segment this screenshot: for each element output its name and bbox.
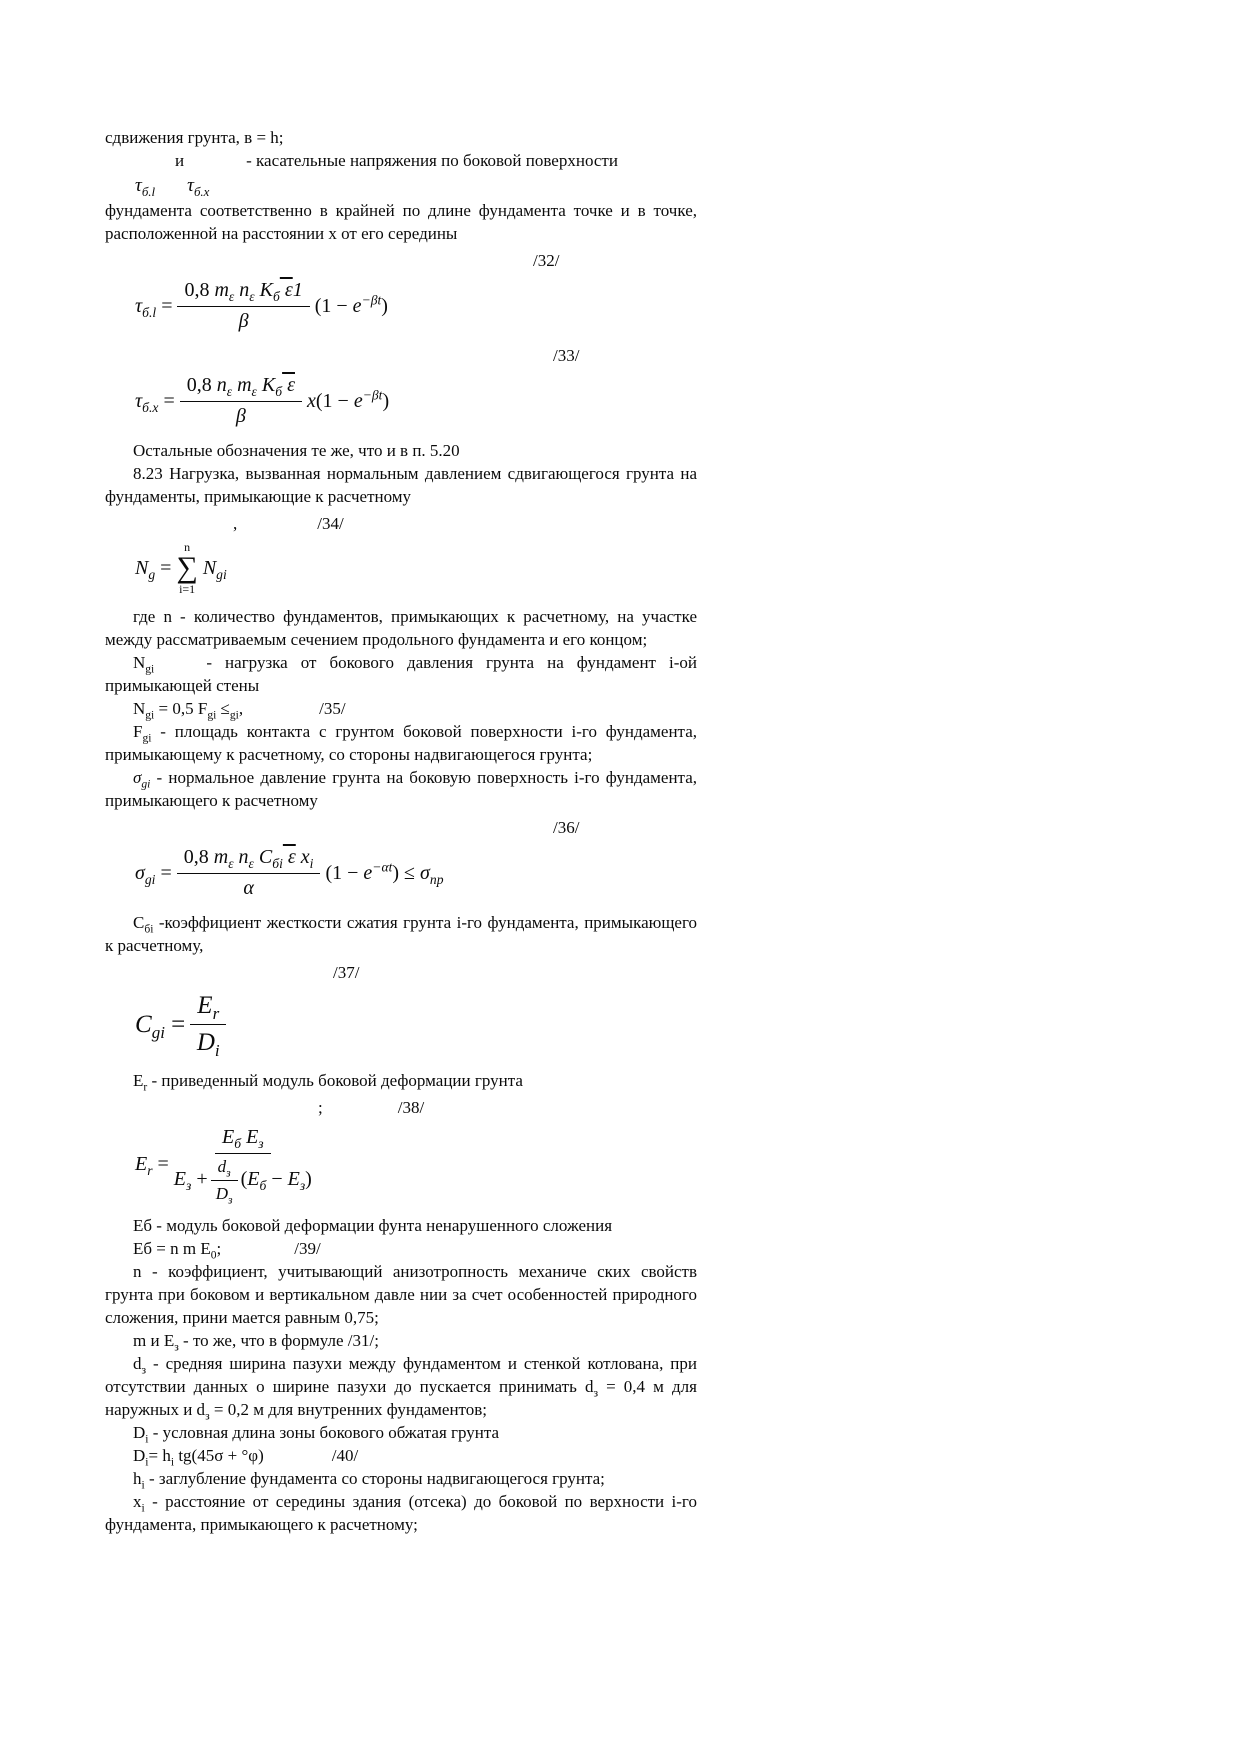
paragraph: $E_r$ - приведенный модуль боковой деформации грунта xyxy=(133,1070,523,1093)
tau-definition-line xyxy=(105,149,697,172)
formula-lhs: $E_r$ = xyxy=(135,1152,169,1178)
tau-definition-text: - касательные напряжения по боковой поверхности xyxy=(246,151,618,170)
fraction-numerator: 0,8 $m_\varepsilon$ $n_\varepsilon$ $C_{бi}$ ε $x_i$ xyxy=(177,845,321,874)
fraction-denominator: β xyxy=(238,310,249,332)
formula-label-40: /40/ xyxy=(331,1446,359,1465)
paragraph: где n - количество фундаментов, примыкающих к расчетному, на участке между рассматриваемым сечением продольного фундамента и его концом; xyxy=(105,607,697,649)
formula-38 xyxy=(105,1125,697,1205)
formula-rhs: $N_{gi}$ xyxy=(202,556,227,582)
punctuation: , xyxy=(233,514,238,533)
paragraph: $h_i$ - заглубление фундамента со стороны надвигающегося грунта; xyxy=(133,1469,605,1492)
tau-bl-symbol: $\tau_{б.l}$ xyxy=(135,175,156,199)
formula-label-34: /34/ xyxy=(317,514,344,533)
paragraph: $\sigma_{gi}$ - нормальное давление грунта на боковую поверхность i-го фундамента, примыкающего к расчетному xyxy=(105,768,697,810)
paragraph: $d_з$ - средняя ширина пазухи между фундаментом и стенкой котлована, при отсутствии данных о ширине пазухи до пускается принимать $d_з = 0,4$ м для наружных и $d_з = 0,2$ м для внутренних фундаментов; xyxy=(105,1354,697,1423)
formula-34 xyxy=(105,541,697,595)
formula-32 xyxy=(105,278,697,334)
formula-37 xyxy=(105,990,697,1059)
formula-34-label-line xyxy=(105,512,697,535)
paragraph-continuation: сдвижения грунта, в = h; xyxy=(105,128,284,147)
fraction-numerator: $E_б$ $E_з$ xyxy=(215,1125,271,1154)
paragraph: фундамента соответственно в крайней по длине фундамента точке и в точке, расположенной на расстоянии x от его середины xyxy=(105,201,697,243)
formula-lhs: $\tau_{б.x}$ = xyxy=(135,389,175,415)
tau-symbols-line xyxy=(105,172,697,199)
inner-fraction xyxy=(211,1156,238,1205)
paragraph: Остальные обозначения те же, что и в п. 5.20 xyxy=(133,441,460,460)
paragraph-8-23: 8.23 Нагрузка, вызванная нормальным давлением сдвигающегося грунта на фундаменты, примыкающие к расчетному xyxy=(105,464,697,506)
paragraph: $F_{gi}$ - площадь контакта с грунтом боковой поверхности i-го фундамента, примыкающему к расчетному, со стороны надвигающегося грунта; xyxy=(105,722,697,764)
sum-lower-limit: i=1 xyxy=(179,582,196,596)
inner-denominator: $D_з$ xyxy=(215,1183,233,1207)
fraction xyxy=(177,278,309,334)
inner-numerator: $d_з$ xyxy=(211,1156,238,1181)
formula-35: $N_{gi} = 0,5$ $F_{gi} \le_{gi}$, xyxy=(133,699,244,722)
formula-label-32: /32/ xyxy=(533,251,560,270)
formula-label-39: /39/ xyxy=(294,1239,321,1258)
fraction-numerator: 0,8 $m_\varepsilon$ $n_\varepsilon$ $K_б$ ε1 xyxy=(177,278,309,307)
fraction-denominator: β xyxy=(235,405,246,427)
formula-label-35: /35/ xyxy=(319,699,346,718)
formula-lhs: $\sigma_{gi}$ = xyxy=(135,861,172,887)
formula-33 xyxy=(105,373,697,429)
sum-upper-limit: n xyxy=(184,540,191,554)
formula-35-line xyxy=(105,697,697,720)
punctuation: ; xyxy=(318,1097,323,1117)
fraction-denominator: $D_i$ xyxy=(196,1029,220,1061)
fraction xyxy=(177,845,321,901)
sigma-sum-icon: ∑ xyxy=(176,551,198,584)
fraction xyxy=(180,373,302,429)
fraction xyxy=(190,990,226,1059)
formula-39-line xyxy=(105,1237,697,1260)
formula-40-line xyxy=(105,1444,697,1467)
formula-tail: $(1 - e^{-\alpha t}) \le \sigma_{пр}$ xyxy=(325,858,444,887)
paragraph: n - коэффициент, учитывающий анизотропность механиче ских свойств грунта при боковом и вертикальном давле нии за счет особенностей природного сложения, прини мается равным 0,75; xyxy=(105,1262,697,1327)
fraction-denominator xyxy=(174,1154,312,1205)
formula-36 xyxy=(105,845,697,901)
fraction-numerator: $E_r$ xyxy=(190,990,226,1025)
fraction xyxy=(174,1125,312,1205)
formula-lhs: $\tau_{б.l}$ = xyxy=(135,294,173,320)
paragraph: $N_{gi}$ - нагрузка от бокового давления грунта на фундамент i-ой примыкающей стены xyxy=(105,653,697,695)
formula-tail: $(1 - e^{-\beta t})$ xyxy=(314,291,388,317)
paragraph: $С_{бi}$ -коэффициент жесткости сжатия грунта i-го фундамента, примыкающего к расчетному, xyxy=(105,913,697,955)
text-column xyxy=(0,0,697,1536)
formula-tail: $x(1 - e^{-\beta t})$ xyxy=(306,386,390,412)
paragraph: $x_i$ - расстояние от середины здания (отсека) до боковой по верхности i-го фундамента, примыкающего к расчетному; xyxy=(105,1492,697,1534)
denominator-term: $E_з$ + xyxy=(173,1168,208,1194)
formula-40: $D_i= h_i$ tg(45σ + °φ) xyxy=(133,1446,264,1469)
formula-39: Еб = n m $E_0$; xyxy=(133,1239,222,1262)
paragraph: Еб - модуль боковой деформации фунта ненарушенного сложения xyxy=(133,1216,613,1235)
denominator-term: $(E_б - E_з)$ xyxy=(240,1168,312,1194)
paragraph: m и $E_з$ - то же, что в формуле /31/; xyxy=(133,1331,379,1354)
fraction-numerator: 0,8 $n_\varepsilon$ $m_\varepsilon$ $K_б$ ε xyxy=(180,373,302,402)
formula-label-38: /38/ xyxy=(397,1097,425,1117)
formula-label-33: /33/ xyxy=(553,346,580,365)
formula-label-37: /37/ xyxy=(333,963,360,982)
summation-symbol xyxy=(176,541,197,595)
fraction-denominator: α xyxy=(243,877,254,899)
paragraph: $D_i$ - условная длина зоны бокового обжатая грунта xyxy=(133,1423,500,1446)
formula-lhs: $C_{gi}$ = xyxy=(135,1010,186,1042)
word-i: и xyxy=(175,151,185,170)
formula-lhs: $N_g$ = xyxy=(135,556,172,582)
formula-label-36: /36/ xyxy=(553,818,580,837)
formula-38-label-line xyxy=(105,1096,697,1119)
tau-bx-symbol: $\tau_{б.x}$ xyxy=(187,175,210,199)
